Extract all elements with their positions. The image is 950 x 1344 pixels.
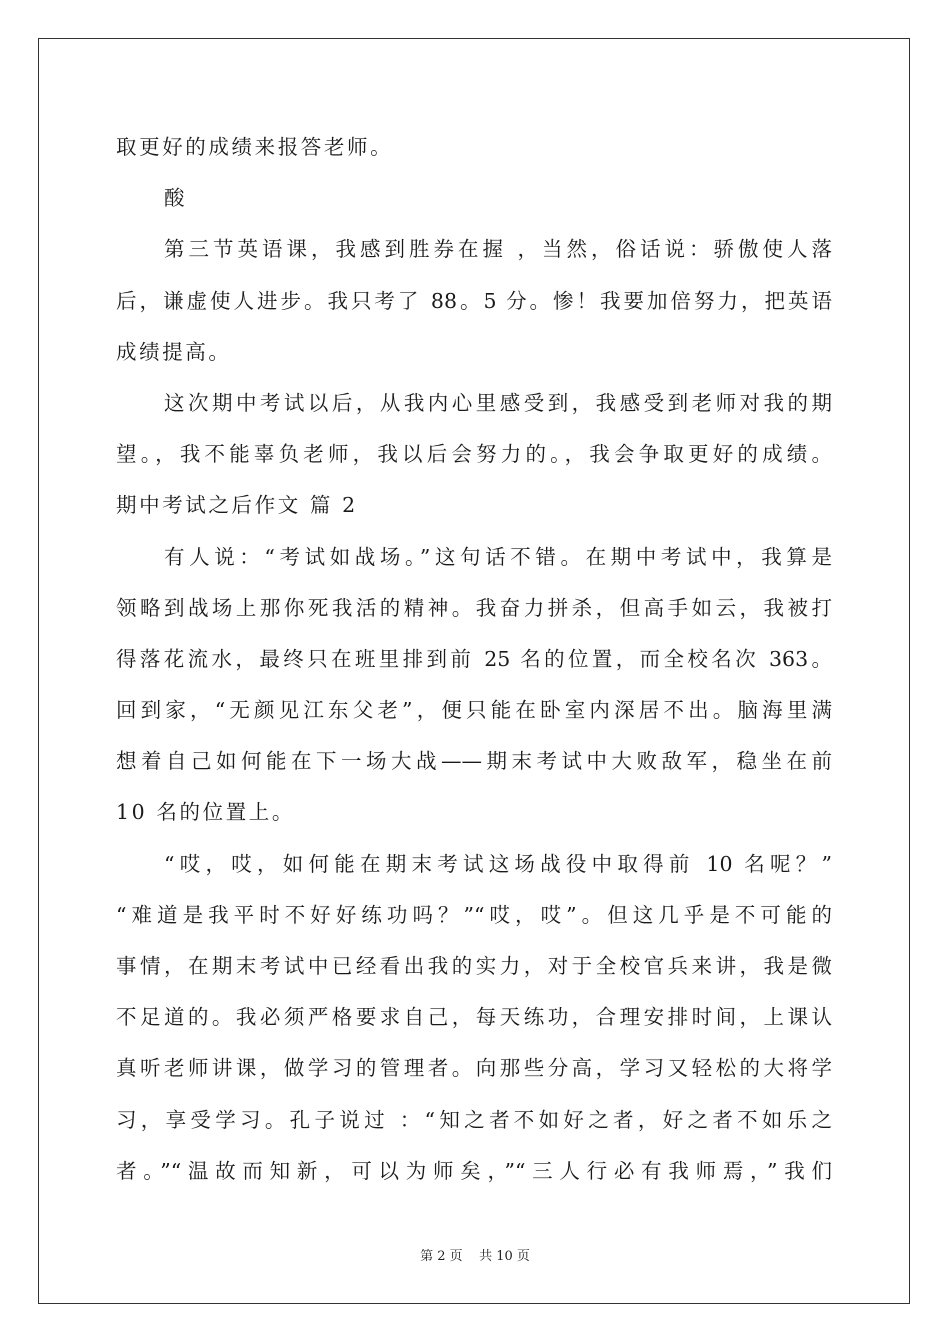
text-line: 得落花流水，最终只在班里排到前 25 名的位置，而全校名次 363。	[116, 646, 832, 671]
text-line: 10 名的位置上。	[116, 800, 296, 825]
text-line: 成绩提高。	[116, 339, 232, 364]
text-line: 事情，在期末考试中已经看出我的实力，对于全校官兵来讲，我是微	[116, 954, 832, 978]
text-line: 有人说：“考试如战场。”这句话不错。在期中考试中，我算是	[164, 544, 832, 569]
text-line: 这次期中考试以后，从我内心里感受到，我感受到老师对我的期	[164, 390, 832, 415]
document-body	[116, 122, 832, 1197]
text-line: “难道是我平时不好好练功吗？”“哎，哎”。但这几乎是不可能的	[116, 902, 832, 927]
text-line: 想着自己如何能在下一场大战——期末考试中大败敌军，稳坐在前	[116, 749, 832, 774]
section-heading: 期中考试之后作文 篇 2	[116, 493, 358, 518]
text-line: 第三节英语课，我感到胜券在握 ，当然，俗话说：骄傲使人落	[164, 237, 832, 262]
text-line: 习，享受学习。孔子说过 ：“知之者不如好之者，好之者不如乐之	[116, 1107, 832, 1132]
text-line: 望。，我不能辜负老师，我以后会努力的。，我会争取更好的成绩。	[116, 442, 832, 467]
text-line: 不足道的。我必须严格要求自己，每天练功，合理安排时间，上课认	[116, 1005, 832, 1030]
text-line: 取更好的成绩来报答老师。	[116, 135, 394, 159]
text-line: 酸	[164, 186, 188, 211]
text-line: 后，谦虚使人进步。我只考了 88。5 分。惨！我要加倍努力，把英语	[116, 288, 832, 313]
text-line: 领略到战场上那你死我活的精神。我奋力拼杀，但高手如云，我被打	[116, 595, 832, 620]
text-line: 真听老师讲课，做学习的管理者。向那些分高，学习又轻松的大将学	[116, 1056, 832, 1081]
text-line: 者。”“温故而知新，可以为师矣，”“三人行必有我师焉，”我们	[116, 1158, 832, 1183]
text-line: 回到家，“无颜见江东父老”，便只能在卧室内深居不出。脑海里满	[116, 698, 832, 723]
text-line: “哎，哎，如何能在期末考试这场战役中取得前 10 名呢？”	[164, 851, 832, 876]
page-number: 第 2 页 共 10 页	[420, 1249, 530, 1264]
